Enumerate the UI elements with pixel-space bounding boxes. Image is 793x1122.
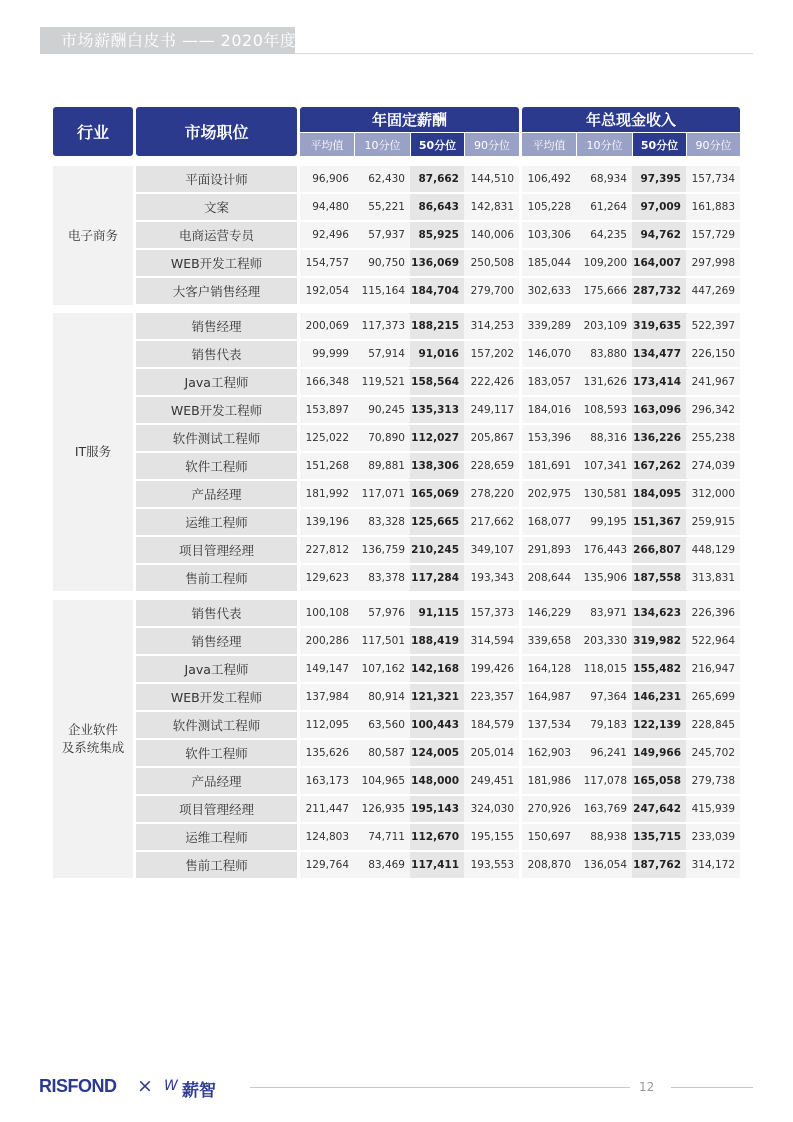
page-footer: [39, 1072, 759, 1102]
cash-p90-value: 314,172: [686, 852, 740, 878]
xinzhi-logo-mark-icon: W: [164, 1078, 178, 1094]
cash-mean-value: 168,077: [522, 509, 576, 535]
fixed-p10-value: 90,245: [354, 397, 410, 423]
fixed-p50-value: 91,016: [410, 341, 464, 367]
cash-p50-value: 173,414: [632, 369, 686, 395]
cash-mean-value: 105,228: [522, 194, 576, 220]
fixed-p10-value: 80,587: [354, 740, 410, 766]
cash-mean-value: 208,644: [522, 565, 576, 591]
position-name: 软件工程师: [136, 740, 297, 766]
cash-mean-value: 181,691: [522, 453, 576, 479]
cash-p10-value: 135,906: [576, 565, 632, 591]
cash-p90-value: 265,699: [686, 684, 740, 710]
risfond-logo: RISFOND: [39, 1076, 117, 1096]
fixed-mean-value: 211,447: [300, 796, 354, 822]
fixed-p90-value: 140,006: [464, 222, 519, 248]
table-row: [136, 250, 740, 276]
position-name: 销售经理: [136, 628, 297, 654]
cash-p50-value: 149,966: [632, 740, 686, 766]
table-row: [136, 768, 740, 794]
fixed-mean-value: 96,906: [300, 166, 354, 192]
cash-p90-value: 313,831: [686, 565, 740, 591]
fixed-p50-value: 85,925: [410, 222, 464, 248]
fixed-p90-value: 184,579: [464, 712, 519, 738]
position-name: 项目管理经理: [136, 796, 297, 822]
cash-p90-value: 447,269: [686, 278, 740, 304]
cash-p90-value: 522,964: [686, 628, 740, 654]
fixed-mean-value: 153,897: [300, 397, 354, 423]
sub-header-fixed-p90: 90分位: [465, 133, 519, 156]
footer-rule: [250, 1087, 630, 1088]
fixed-p50-value: 91,115: [410, 600, 464, 626]
position-name: 售前工程师: [136, 852, 297, 878]
table-row: [136, 369, 740, 395]
fixed-mean-value: 149,147: [300, 656, 354, 682]
cash-p10-value: 79,183: [576, 712, 632, 738]
industry-column-header: 行业: [53, 107, 133, 156]
cash-p50-value: 247,642: [632, 796, 686, 822]
cash-p90-value: 157,729: [686, 222, 740, 248]
cash-p50-value: 187,762: [632, 852, 686, 878]
table-row: [136, 222, 740, 248]
fixed-p10-value: 62,430: [354, 166, 410, 192]
fixed-mean-value: 139,196: [300, 509, 354, 535]
table-row: [136, 712, 740, 738]
fixed-mean-value: 163,173: [300, 768, 354, 794]
fixed-mean-value: 92,496: [300, 222, 354, 248]
fixed-p90-value: 250,508: [464, 250, 519, 276]
cash-p90-value: 255,238: [686, 425, 740, 451]
cash-mean-value: 146,070: [522, 341, 576, 367]
cash-p50-value: 163,096: [632, 397, 686, 423]
cash-p50-value: 94,762: [632, 222, 686, 248]
position-name: 项目管理经理: [136, 537, 297, 563]
table-row: [136, 166, 740, 192]
cash-p10-value: 130,581: [576, 481, 632, 507]
cash-p10-value: 88,316: [576, 425, 632, 451]
fixed-p90-value: 278,220: [464, 481, 519, 507]
fixed-mean-value: 154,757: [300, 250, 354, 276]
cash-mean-value: 162,903: [522, 740, 576, 766]
cash-p10-value: 176,443: [576, 537, 632, 563]
fixed-mean-value: 227,812: [300, 537, 354, 563]
total-cash-group-header: 年总现金收入: [522, 107, 740, 132]
fixed-p50-value: 188,419: [410, 628, 464, 654]
fixed-mean-value: 192,054: [300, 278, 354, 304]
table-row: [136, 397, 740, 423]
table-row: [136, 509, 740, 535]
fixed-mean-value: 94,480: [300, 194, 354, 220]
cash-mean-value: 302,633: [522, 278, 576, 304]
fixed-p90-value: 217,662: [464, 509, 519, 535]
fixed-p10-value: 126,935: [354, 796, 410, 822]
fixed-p50-value: 210,245: [410, 537, 464, 563]
cash-mean-value: 183,057: [522, 369, 576, 395]
position-column-header: 市场职位: [136, 107, 297, 156]
logo-separator: ×: [137, 1075, 153, 1097]
table-row: [136, 537, 740, 563]
position-name: 软件工程师: [136, 453, 297, 479]
fixed-p10-value: 57,914: [354, 341, 410, 367]
cash-p10-value: 109,200: [576, 250, 632, 276]
fixed-p90-value: 142,831: [464, 194, 519, 220]
cash-p90-value: 312,000: [686, 481, 740, 507]
fixed-mean-value: 99,999: [300, 341, 354, 367]
fixed-mean-value: 112,095: [300, 712, 354, 738]
position-name: 大客户销售经理: [136, 278, 297, 304]
cash-p90-value: 448,129: [686, 537, 740, 563]
cash-p10-value: 88,938: [576, 824, 632, 850]
fixed-p50-value: 125,665: [410, 509, 464, 535]
position-name: 销售代表: [136, 341, 297, 367]
cash-p10-value: 99,195: [576, 509, 632, 535]
cash-p50-value: 97,009: [632, 194, 686, 220]
cash-p90-value: 522,397: [686, 313, 740, 339]
cash-mean-value: 208,870: [522, 852, 576, 878]
cash-p90-value: 161,883: [686, 194, 740, 220]
document-title: 市场薪酬白皮书 —— 2020年度: [61, 31, 297, 50]
cash-mean-value: 137,534: [522, 712, 576, 738]
fixed-mean-value: 100,108: [300, 600, 354, 626]
sub-header-cash-p10: 10分位: [577, 133, 632, 156]
fixed-p10-value: 83,469: [354, 852, 410, 878]
cash-p50-value: 165,058: [632, 768, 686, 794]
cash-p10-value: 175,666: [576, 278, 632, 304]
cash-mean-value: 339,658: [522, 628, 576, 654]
cash-p10-value: 68,934: [576, 166, 632, 192]
fixed-p50-value: 138,306: [410, 453, 464, 479]
position-name: 产品经理: [136, 768, 297, 794]
table-row: [136, 740, 740, 766]
cash-p10-value: 203,109: [576, 313, 632, 339]
table-row: [136, 194, 740, 220]
fixed-p90-value: 205,014: [464, 740, 519, 766]
position-name: 销售代表: [136, 600, 297, 626]
fixed-p50-value: 117,411: [410, 852, 464, 878]
fixed-p10-value: 55,221: [354, 194, 410, 220]
fixed-mean-value: 200,286: [300, 628, 354, 654]
fixed-mean-value: 181,992: [300, 481, 354, 507]
table-row: [136, 628, 740, 654]
fixed-p90-value: 157,202: [464, 341, 519, 367]
fixed-p10-value: 136,759: [354, 537, 410, 563]
cash-p50-value: 167,262: [632, 453, 686, 479]
cash-p90-value: 226,396: [686, 600, 740, 626]
table-row: [136, 313, 740, 339]
fixed-p90-value: 228,659: [464, 453, 519, 479]
cash-mean-value: 106,492: [522, 166, 576, 192]
table-row: [136, 341, 740, 367]
fixed-p50-value: 188,215: [410, 313, 464, 339]
fixed-p50-value: 86,643: [410, 194, 464, 220]
fixed-pay-group-header: 年固定薪酬: [300, 107, 519, 132]
position-name: 软件测试工程师: [136, 712, 297, 738]
cash-p50-value: 164,007: [632, 250, 686, 276]
position-name: Java工程师: [136, 656, 297, 682]
fixed-p10-value: 90,750: [354, 250, 410, 276]
industry-cell: IT服务: [53, 313, 133, 591]
cash-p10-value: 64,235: [576, 222, 632, 248]
fixed-p90-value: 349,107: [464, 537, 519, 563]
fixed-p90-value: 279,700: [464, 278, 519, 304]
cash-p90-value: 157,734: [686, 166, 740, 192]
cash-p50-value: 151,367: [632, 509, 686, 535]
fixed-p50-value: 87,662: [410, 166, 464, 192]
cash-p90-value: 415,939: [686, 796, 740, 822]
position-name: 电商运营专员: [136, 222, 297, 248]
fixed-p10-value: 57,976: [354, 600, 410, 626]
table-row: [136, 852, 740, 878]
fixed-p50-value: 112,670: [410, 824, 464, 850]
cash-p90-value: 259,915: [686, 509, 740, 535]
fixed-p50-value: 100,443: [410, 712, 464, 738]
cash-p10-value: 117,078: [576, 768, 632, 794]
footer-rule: [671, 1087, 753, 1088]
fixed-p50-value: 112,027: [410, 425, 464, 451]
fixed-p50-value: 117,284: [410, 565, 464, 591]
fixed-p90-value: 199,426: [464, 656, 519, 682]
position-name: 平面设计师: [136, 166, 297, 192]
position-name: 运维工程师: [136, 824, 297, 850]
fixed-p10-value: 74,711: [354, 824, 410, 850]
cash-p50-value: 319,982: [632, 628, 686, 654]
cash-mean-value: 181,986: [522, 768, 576, 794]
cash-mean-value: 150,697: [522, 824, 576, 850]
fixed-p90-value: 314,253: [464, 313, 519, 339]
cash-mean-value: 164,128: [522, 656, 576, 682]
table-row: [136, 684, 740, 710]
cash-p50-value: 122,139: [632, 712, 686, 738]
position-name: 软件测试工程师: [136, 425, 297, 451]
cash-p90-value: 228,845: [686, 712, 740, 738]
fixed-p50-value: 195,143: [410, 796, 464, 822]
cash-mean-value: 339,289: [522, 313, 576, 339]
cash-mean-value: 270,926: [522, 796, 576, 822]
cash-p10-value: 136,054: [576, 852, 632, 878]
fixed-p10-value: 117,071: [354, 481, 410, 507]
cash-p90-value: 274,039: [686, 453, 740, 479]
industry-cell: 企业软件 及系统集成: [53, 600, 133, 878]
fixed-mean-value: 124,803: [300, 824, 354, 850]
cash-p10-value: 118,015: [576, 656, 632, 682]
cash-mean-value: 103,306: [522, 222, 576, 248]
cash-p50-value: 319,635: [632, 313, 686, 339]
fixed-p10-value: 80,914: [354, 684, 410, 710]
cash-p90-value: 296,342: [686, 397, 740, 423]
cash-p50-value: 135,715: [632, 824, 686, 850]
cash-mean-value: 185,044: [522, 250, 576, 276]
fixed-p10-value: 83,328: [354, 509, 410, 535]
fixed-mean-value: 200,069: [300, 313, 354, 339]
industry-cell: 电子商务: [53, 166, 133, 305]
cash-p50-value: 187,558: [632, 565, 686, 591]
position-name: WEB开发工程师: [136, 250, 297, 276]
fixed-p90-value: 249,451: [464, 768, 519, 794]
cash-p50-value: 97,395: [632, 166, 686, 192]
fixed-p10-value: 57,937: [354, 222, 410, 248]
table-row: [136, 600, 740, 626]
cash-p10-value: 83,880: [576, 341, 632, 367]
cash-mean-value: 146,229: [522, 600, 576, 626]
fixed-p10-value: 70,890: [354, 425, 410, 451]
cash-p10-value: 163,769: [576, 796, 632, 822]
cash-p50-value: 134,623: [632, 600, 686, 626]
fixed-p10-value: 117,501: [354, 628, 410, 654]
cash-p90-value: 233,039: [686, 824, 740, 850]
position-name: 运维工程师: [136, 509, 297, 535]
fixed-mean-value: 125,022: [300, 425, 354, 451]
fixed-p90-value: 324,030: [464, 796, 519, 822]
table-row: [136, 425, 740, 451]
cash-p50-value: 134,477: [632, 341, 686, 367]
cash-p10-value: 61,264: [576, 194, 632, 220]
fixed-p50-value: 135,313: [410, 397, 464, 423]
table-row: [136, 796, 740, 822]
fixed-p10-value: 117,373: [354, 313, 410, 339]
fixed-p90-value: 144,510: [464, 166, 519, 192]
table-row: [136, 278, 740, 304]
cash-p10-value: 96,241: [576, 740, 632, 766]
fixed-p50-value: 124,005: [410, 740, 464, 766]
cash-p90-value: 279,738: [686, 768, 740, 794]
fixed-mean-value: 137,984: [300, 684, 354, 710]
table-row: [136, 481, 740, 507]
position-name: 文案: [136, 194, 297, 220]
fixed-p10-value: 107,162: [354, 656, 410, 682]
cash-p50-value: 146,231: [632, 684, 686, 710]
cash-p10-value: 203,330: [576, 628, 632, 654]
fixed-mean-value: 151,268: [300, 453, 354, 479]
fixed-mean-value: 129,623: [300, 565, 354, 591]
position-name: 销售经理: [136, 313, 297, 339]
fixed-p50-value: 136,069: [410, 250, 464, 276]
position-name: WEB开发工程师: [136, 397, 297, 423]
cash-p10-value: 131,626: [576, 369, 632, 395]
fixed-p50-value: 142,168: [410, 656, 464, 682]
position-name: 售前工程师: [136, 565, 297, 591]
table-row: [136, 824, 740, 850]
fixed-p10-value: 63,560: [354, 712, 410, 738]
cash-p10-value: 97,364: [576, 684, 632, 710]
fixed-p10-value: 89,881: [354, 453, 410, 479]
page-number: 12: [639, 1080, 655, 1094]
fixed-p90-value: 314,594: [464, 628, 519, 654]
fixed-p90-value: 193,343: [464, 565, 519, 591]
table-row: [136, 565, 740, 591]
cash-mean-value: 202,975: [522, 481, 576, 507]
fixed-mean-value: 166,348: [300, 369, 354, 395]
cash-p50-value: 155,482: [632, 656, 686, 682]
sub-header-fixed-mean: 平均值: [300, 133, 354, 156]
cash-p10-value: 83,971: [576, 600, 632, 626]
table-row: [136, 453, 740, 479]
header-rule: [295, 53, 753, 54]
fixed-p50-value: 148,000: [410, 768, 464, 794]
fixed-p10-value: 83,378: [354, 565, 410, 591]
fixed-p50-value: 165,069: [410, 481, 464, 507]
sub-header-fixed-p50: 50分位: [411, 133, 464, 156]
fixed-mean-value: 129,764: [300, 852, 354, 878]
sub-header-fixed-p10: 10分位: [355, 133, 410, 156]
cash-p90-value: 226,150: [686, 341, 740, 367]
cash-p10-value: 107,341: [576, 453, 632, 479]
cash-p10-value: 108,593: [576, 397, 632, 423]
xinzhi-logo: 薪智: [182, 1081, 216, 1101]
fixed-p10-value: 104,965: [354, 768, 410, 794]
fixed-p10-value: 115,164: [354, 278, 410, 304]
fixed-mean-value: 135,626: [300, 740, 354, 766]
cash-p90-value: 297,998: [686, 250, 740, 276]
fixed-p90-value: 249,117: [464, 397, 519, 423]
cash-p90-value: 216,947: [686, 656, 740, 682]
cash-mean-value: 291,893: [522, 537, 576, 563]
fixed-p50-value: 121,321: [410, 684, 464, 710]
cash-p50-value: 184,095: [632, 481, 686, 507]
fixed-p10-value: 119,521: [354, 369, 410, 395]
cash-p90-value: 245,702: [686, 740, 740, 766]
cash-mean-value: 153,396: [522, 425, 576, 451]
cash-p50-value: 136,226: [632, 425, 686, 451]
sub-header-cash-p50: 50分位: [633, 133, 686, 156]
sub-header-cash-mean: 平均值: [522, 133, 576, 156]
position-name: Java工程师: [136, 369, 297, 395]
cash-p90-value: 241,967: [686, 369, 740, 395]
sub-header-cash-p90: 90分位: [687, 133, 740, 156]
cash-p50-value: 266,807: [632, 537, 686, 563]
fixed-p90-value: 222,426: [464, 369, 519, 395]
fixed-p90-value: 193,553: [464, 852, 519, 878]
position-name: WEB开发工程师: [136, 684, 297, 710]
fixed-p50-value: 184,704: [410, 278, 464, 304]
fixed-p90-value: 157,373: [464, 600, 519, 626]
fixed-p50-value: 158,564: [410, 369, 464, 395]
fixed-p90-value: 195,155: [464, 824, 519, 850]
fixed-p90-value: 223,357: [464, 684, 519, 710]
cash-mean-value: 164,987: [522, 684, 576, 710]
cash-p50-value: 287,732: [632, 278, 686, 304]
cash-mean-value: 184,016: [522, 397, 576, 423]
fixed-p90-value: 205,867: [464, 425, 519, 451]
position-name: 产品经理: [136, 481, 297, 507]
table-row: [136, 656, 740, 682]
